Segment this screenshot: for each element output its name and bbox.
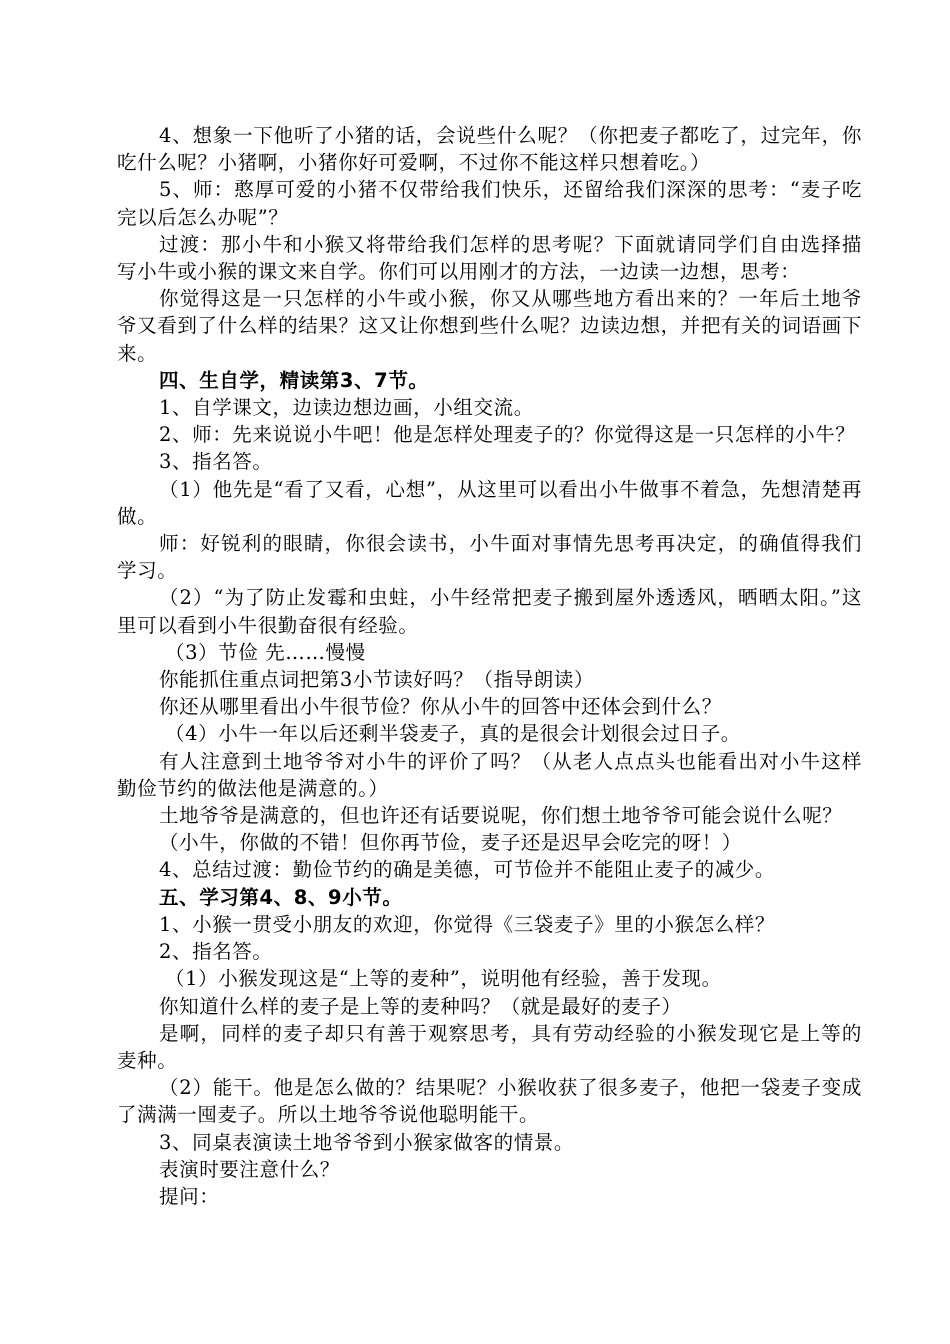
paragraph-24: 你知道什么样的麦子是上等的麦种吗？（就是最好的麦子） [159, 994, 682, 1018]
paragraph-1: 4、想象一下他听了小猪的话，会说些什么呢？（你把麦子都吃了，过完年，你吃什么呢？小猪啊，小猪你好可爱啊，不过你不能这样只想着吃。） [117, 124, 862, 175]
section-heading-4: 四、生自学，精读第3、7节。 [159, 368, 429, 392]
paragraph-3: 过渡：那小牛和小猴又将带给我们怎样的思考呢？下面就请同学们自由选择描写小牛或小猴的课文来自学。你们可以用刚才的方法，一边读一边想，思考： [117, 232, 862, 284]
paragraph-4: 你觉得这是一只怎样的小牛或小猴，你又从哪些地方看出来的？一年后土地爷爷又看到了什么样的结果？这又让你想到些什么呢？边读边想，并把有关的词语画下来。 [117, 287, 862, 365]
paragraph-18: （小牛，你做的不错！但你再节俭，麦子还是迟早会吃完的呀！） [159, 831, 742, 855]
paragraph-22: 2、指名答。 [159, 940, 273, 964]
paragraph-7: 2、师：先来说说小牛吧！他是怎样处理麦子的？你觉得这是一只怎样的小牛？ [159, 423, 856, 447]
paragraph-29: 提问： [159, 1184, 220, 1208]
paragraph-9: （1）他先是“看了又看，心想”，从这里可以看出小牛做事不着急，先想清楚再做。 [117, 477, 862, 528]
paragraph-25: 是啊，同样的麦子却只有善于观察思考，具有劳动经验的小猴发现它是上等的麦种。 [117, 1021, 862, 1072]
paragraph-6: 1、自学课文，边读边想边画，小组交流。 [159, 396, 534, 420]
paragraph-23: （1）小猴发现这是“上等的麦种”，说明他有经验，善于发现。 [165, 967, 722, 991]
paragraph-27: 3、同桌表演读土地爷爷到小猴家做客的情景。 [159, 1130, 575, 1154]
paragraph-11: （2）“为了防止发霉和虫蛀，小牛经常把麦子搬到屋外透透风，晒晒太阳。”这里可以看到小牛很勤奋很有经验。 [117, 586, 862, 637]
paragraph-17: 土地爷爷是满意的，但也许还有话要说呢，你们想土地爷爷可能会说什么呢？ [159, 804, 843, 828]
document-body [117, 122, 862, 1210]
paragraph-19: 4、总结过渡：勤俭节约的确是美德，可节俭并不能阻止麦子的减少。 [159, 858, 776, 882]
paragraph-28: 表演时要注意什么？ [159, 1157, 340, 1181]
paragraph-21: 1、小猴一贯受小朋友的欢迎，你觉得《三袋麦子》里的小猴怎么样？ [159, 912, 776, 936]
paragraph-16: 有人注意到土地爷爷对小牛的评价了吗？（从老人点点头也能看出对小牛这样勤俭节约的做法他是满意的。） [117, 749, 862, 800]
paragraph-13: 你能抓住重点词把第3小节读好吗？（指导朗读） [159, 668, 595, 692]
paragraph-15: （4）小牛一年以后还剩半袋麦子，真的是很会计划很会过日子。 [165, 722, 741, 746]
section-heading-5: 五、学习第4、8、9小节。 [159, 885, 403, 909]
paragraph-10: 师：好锐利的眼睛，你很会读书，小牛面对事情先思考再决定，的确值得我们学习。 [117, 532, 862, 583]
paragraph-8: 3、指名答。 [159, 450, 273, 474]
paragraph-26: （2）能干。他是怎么做的？结果呢？小猴收获了很多麦子，他把一袋麦子变成了满满一囤麦子。所以土地爷爷说他聪明能干。 [117, 1076, 862, 1127]
paragraph-14: 你还从哪里看出小牛很节俭？你从小牛的回答中还体会到什么？ [159, 695, 722, 719]
paragraph-12: （3）节俭 先……慢慢 [165, 640, 366, 664]
paragraph-2: 5、师：憨厚可爱的小猪不仅带给我们快乐，还留给我们深深的思考：“麦子吃完以后怎么办呢”？ [117, 178, 862, 229]
